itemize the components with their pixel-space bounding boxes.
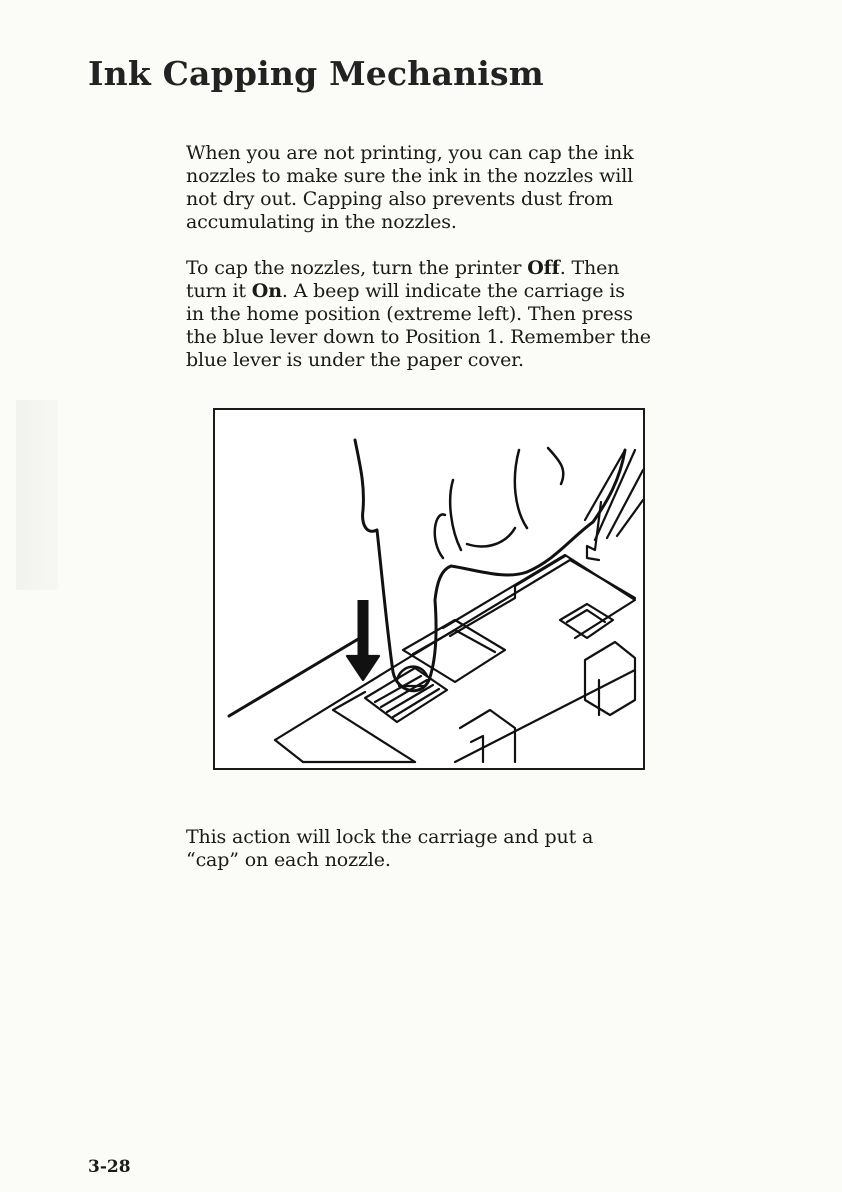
finger-outline: [355, 440, 625, 691]
page-number: 3-28: [88, 1157, 131, 1177]
text-fragment: To cap the nozzles, turn the printer: [186, 257, 528, 279]
printer-front-edge: [275, 740, 303, 762]
text-line: the blue lever down to Position 1. Remember the: [186, 326, 651, 348]
text-line: not dry out. Capping also prevents dust from: [186, 188, 614, 210]
text-line: This action will lock the carriage and put a: [186, 826, 594, 848]
intro-paragraph: [186, 142, 746, 234]
text-line: in the home position (extreme left). Then press: [186, 303, 633, 325]
text-line: blue lever is under the paper cover.: [186, 349, 524, 371]
page-title: Ink Capping Mechanism: [88, 54, 544, 93]
side-housing: [585, 642, 635, 715]
lever-illustration: [213, 408, 645, 770]
text-line: accumulating in the nozzles.: [186, 211, 457, 233]
scan-margin-shade: [16, 400, 58, 590]
thumb-outline: [515, 450, 527, 528]
text-line: nozzles to make sure the ink in the nozzles will: [186, 165, 634, 187]
printer-top-edge: [275, 560, 635, 740]
result-paragraph: [186, 826, 746, 872]
text-line: “cap” on each nozzle.: [186, 849, 391, 871]
text-line: When you are not printing, you can cap the ink: [186, 142, 634, 164]
text-line: [186, 257, 746, 280]
instructions-paragraph: [186, 257, 746, 372]
text-line: [186, 280, 746, 303]
on-keyword: On: [251, 280, 282, 302]
text-fragment: . A beep will indicate the carriage is: [281, 280, 625, 302]
text-fragment: . Then: [559, 257, 620, 279]
text-fragment: turn it: [186, 280, 252, 302]
off-keyword: Off: [527, 257, 560, 279]
down-arrow-head: [347, 656, 379, 680]
